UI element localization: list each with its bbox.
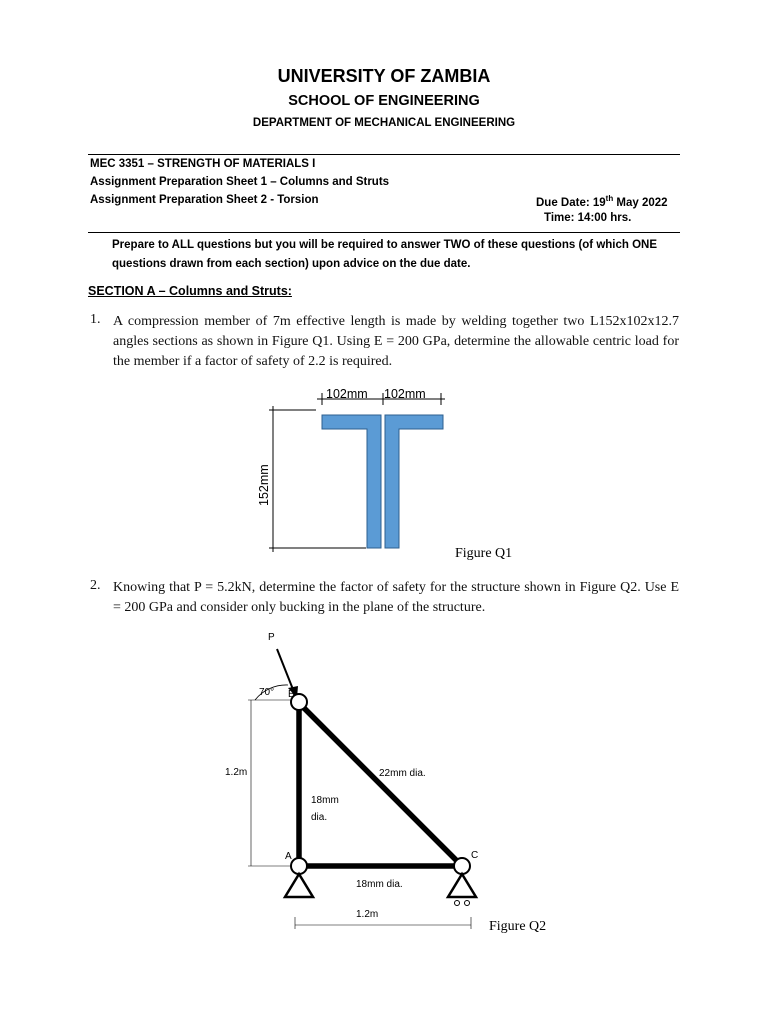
- sheet1-title: Assignment Preparation Sheet 1 – Columns and Struts: [90, 176, 390, 188]
- angle-section-left: [322, 415, 381, 548]
- figure-q1-diagram: [250, 382, 460, 558]
- figure-q1-caption: Figure Q1: [455, 546, 513, 561]
- question-2-number: 2.: [90, 578, 101, 593]
- header-divider-bottom: [88, 232, 680, 233]
- due-date-superscript: th: [605, 194, 614, 203]
- member-bc-label: 22mm dia.: [379, 768, 426, 779]
- due-time: Time: 14:00 hrs.: [544, 212, 632, 224]
- dim-right-width-label: 102mm: [384, 387, 426, 401]
- instructions-note: Prepare to ALL questions but you will be required to answer TWO of these questions (of which ONE questions drawn from each section) upon advice on the due date.: [112, 239, 658, 270]
- question-1-text: A compression member of 7m effective length is made by welding together two L152x102x12.7 angles sections as shown in Figure Q1. Using E = 200 GPa, determine the allowable centric load for the member if a factor of safety of 2.2 is required.: [113, 314, 679, 369]
- height-label: 1.2m: [225, 767, 248, 778]
- question-2-text: Knowing that P = 5.2kN, determine the factor of safety for the structure shown in Figure Q2. Use E = 200 GPa and consider only bucking in the plane of the structure.: [113, 580, 679, 615]
- question-1-number: 1.: [90, 312, 101, 327]
- sheet2-title: Assignment Preparation Sheet 2 - Torsion: [90, 194, 319, 206]
- university-title: UNIVERSITY OF ZAMBIA: [277, 66, 491, 86]
- joint-c-label: C: [471, 850, 479, 861]
- span-label: 1.2m: [356, 909, 379, 920]
- due-date-prefix: Due Date: 19: [536, 196, 606, 209]
- section-a-heading: SECTION A – Columns and Struts:: [88, 284, 292, 298]
- course-title: MEC 3351 – STRENGTH OF MATERIALS I: [90, 158, 316, 170]
- header-divider-top: [88, 154, 680, 155]
- support-a-pinned: [285, 874, 313, 897]
- load-p-label: P: [268, 632, 275, 643]
- dim-height-label: 152mm: [257, 464, 271, 506]
- due-date: [536, 194, 668, 209]
- angle-label: 70°: [259, 687, 275, 698]
- figure-q2-caption: Figure Q2: [489, 919, 547, 934]
- department-title: DEPARTMENT OF MECHANICAL ENGINEERING: [252, 117, 516, 129]
- member-ab-label-line2: dia.: [311, 812, 328, 823]
- dim-left-width-label: 102mm: [326, 387, 368, 401]
- member-ab-label-line1: 18mm: [311, 795, 339, 806]
- figure-q2-diagram: [215, 625, 500, 930]
- support-c-roller: [448, 874, 476, 897]
- angle-section-right: [385, 415, 443, 548]
- member-ac-label: 18mm dia.: [356, 879, 403, 890]
- roller-wheel-right: [465, 901, 470, 906]
- roller-wheel-left: [455, 901, 460, 906]
- member-bc: [301, 705, 460, 864]
- due-date-suffix: May 2022: [613, 196, 668, 209]
- joint-b-label: B: [288, 689, 295, 700]
- school-title: SCHOOL OF ENGINEERING: [288, 93, 480, 109]
- joint-a-label: A: [285, 851, 292, 862]
